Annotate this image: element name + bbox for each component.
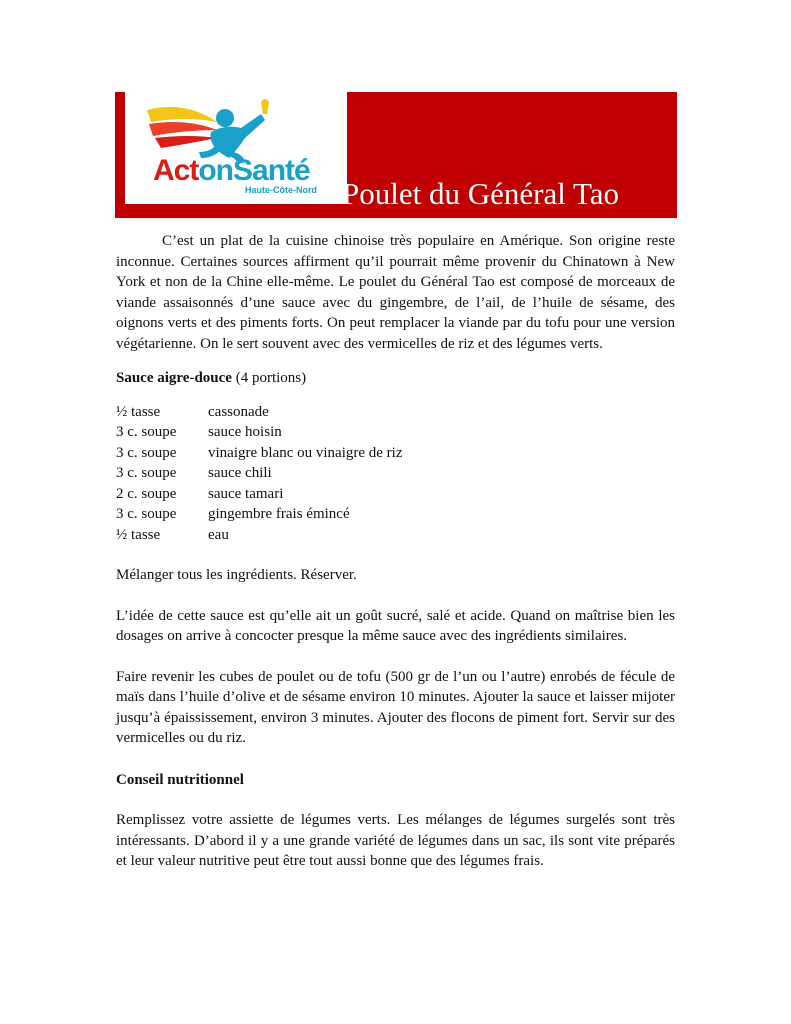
ingredient-qty: 2 c. soupe xyxy=(116,485,177,502)
step-cooking: Faire revenir les cubes de poulet ou de tofu (500 gr de l’un ou l’autre) enrobés de fécule de maïs dans l’huile d’olive et de sésame environ 10 minutes. Ajouter la sauce et laisser mijoter jusqu’à épaississement, environ 3 minutes. Ajouter des flocons de piment fort. Servir sur des vermicelles ou du riz. xyxy=(116,668,675,746)
conseil-text: Remplissez votre assiette de légumes verts. Les mélanges de légumes surgelés sont très intéressants. D’abord il y a une grande variété de légumes dans un sac, ils sont vite préparés et leur valeur nutritive peut être tout aussi bonne que des légumes frais. xyxy=(116,812,675,869)
ingredient-qty: 3 c. soupe xyxy=(116,465,177,481)
ingredient-row xyxy=(116,484,675,505)
recipe-title: Poulet du Général Tao xyxy=(342,176,620,211)
ingredient-row xyxy=(116,443,675,464)
logo-region: Haute-Côte-Nord xyxy=(245,185,317,195)
ingredient-item: gingembre frais émincé xyxy=(208,506,350,522)
sauce-portions: (4 portions) xyxy=(235,370,307,386)
intro-paragraph: C’est un plat de la cuisine chinoise très populaire en Amérique. Son origine reste inconnue. Certaines sources affirment qu’il pourrait même provenir du Chinatown à New York et non de la Chine elle-même. Le poulet du Général Tao est composé de morceaux de viande assaisonnés d’une sauce avec du gingembre, de l’ail, de l’huile de sésame, des oignons verts et des piments forts. On peut remplacer la viande par du tofu pour une version végétarienne. On le sert souvent avec des vermicelles de riz et des légumes verts. xyxy=(116,233,675,352)
sauce-title: Sauce aigre-douce xyxy=(116,370,232,386)
ingredient-item: cassonade xyxy=(208,403,269,420)
recipe-body xyxy=(116,231,675,872)
ingredient-qty: ½ tasse xyxy=(116,403,161,420)
logo-brand-part1: Act xyxy=(153,154,199,187)
conseil-title: Conseil nutritionnel xyxy=(116,771,244,788)
ingredient-qty: 3 c. soupe xyxy=(116,506,177,522)
step-sauce-note: L’idée de cette sauce est qu’elle ait un goût sucré, salé et acide. Quand on maîtrise bien les dosages on arrive à concocter presque la même sauce avec des ingrédients similaires. xyxy=(116,607,675,644)
ingredient-qty: 3 c. soupe xyxy=(116,444,177,461)
ingredient-qty: ½ tasse xyxy=(116,526,161,543)
ingredient-item: sauce chili xyxy=(208,465,272,481)
ingredient-row xyxy=(116,525,675,546)
ingredient-row xyxy=(116,463,675,484)
ingredient-list xyxy=(116,402,675,546)
logo-wordmark xyxy=(153,156,310,186)
header-banner xyxy=(115,92,677,218)
step-mix: Mélanger tous les ingrédients. Réserver. xyxy=(116,567,357,583)
ingredient-item: eau xyxy=(208,526,229,543)
logo xyxy=(125,92,347,204)
ingredient-row xyxy=(116,402,675,423)
ingredient-item: sauce hoisin xyxy=(208,424,282,440)
sauce-heading xyxy=(116,368,675,389)
logo-brand-part2: onSanté xyxy=(198,154,310,187)
ingredient-row xyxy=(116,504,675,525)
ingredient-item: sauce tamari xyxy=(208,485,284,502)
ingredient-item: vinaigre blanc ou vinaigre de riz xyxy=(208,444,403,461)
ingredient-row xyxy=(116,422,675,443)
ingredient-qty: 3 c. soupe xyxy=(116,424,177,440)
